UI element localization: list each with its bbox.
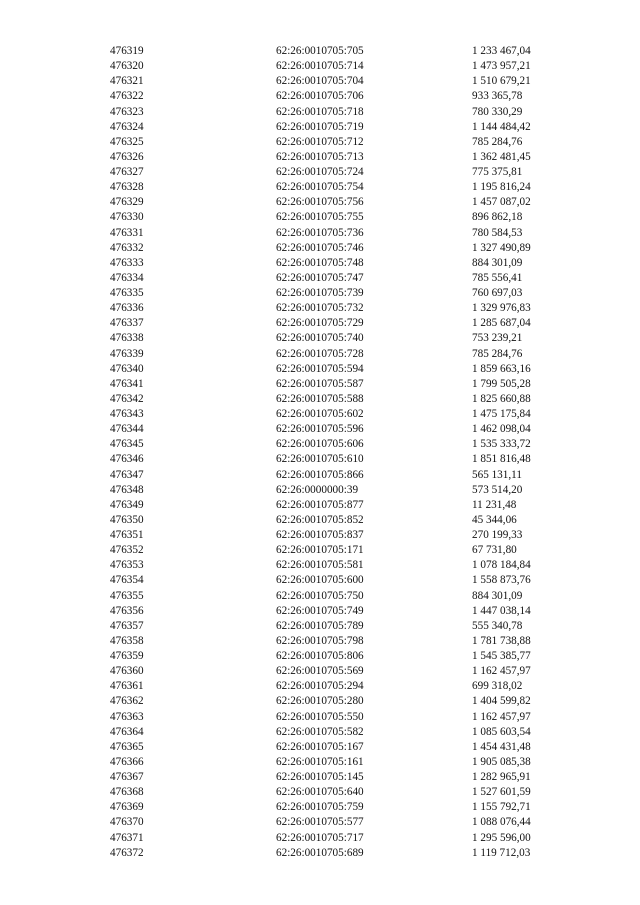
- row-number-cell: 476363: [110, 710, 144, 723]
- table-row: [0, 573, 640, 588]
- row-number-cell: 476347: [110, 468, 144, 481]
- cadastral-value-cell: 933 365,78: [472, 90, 523, 103]
- cadastral-number-cell: 62:26:0010705:746: [276, 241, 364, 254]
- cadastral-value-cell: 1 825 660,88: [472, 392, 531, 405]
- cadastral-number-cell: 62:26:0010705:748: [276, 256, 364, 269]
- table-row: [0, 710, 640, 725]
- cadastral-number-cell: 62:26:0010705:145: [276, 771, 364, 783]
- cadastral-value-cell: 1 447 038,14: [472, 604, 531, 617]
- table-row: [0, 105, 640, 120]
- table-row: [0, 528, 640, 543]
- cadastral-value-cell: 780 330,29: [472, 105, 523, 118]
- table-row: [0, 649, 640, 664]
- cadastral-number-cell: 62:26:0010705:280: [276, 695, 364, 708]
- data-table: [0, 44, 640, 861]
- cadastral-number-cell: 62:26:0010705:706: [276, 90, 364, 103]
- cadastral-value-cell: 555 340,78: [472, 619, 523, 632]
- row-number-cell: 476338: [110, 332, 144, 345]
- cadastral-value-cell: 67 731,80: [472, 544, 517, 557]
- row-number-cell: 476366: [110, 755, 144, 768]
- table-row: [0, 543, 640, 558]
- cadastral-number-cell: 62:26:0010705:806: [276, 650, 364, 662]
- cadastral-value-cell: 1 327 490,89: [472, 241, 531, 254]
- cadastral-number-cell: 62:26:0010705:594: [276, 362, 364, 375]
- cadastral-number-cell: 62:26:0010705:596: [276, 423, 364, 436]
- row-number-cell: 476341: [110, 377, 144, 390]
- table-row: [0, 694, 640, 709]
- cadastral-value-cell: 1 085 603,54: [472, 725, 531, 738]
- cadastral-value-cell: 775 375,81: [472, 166, 523, 178]
- table-row: [0, 44, 640, 59]
- row-number-cell: 476332: [110, 241, 144, 254]
- cadastral-value-cell: 1 799 505,28: [472, 377, 531, 390]
- cadastral-number-cell: 62:26:0010705:728: [276, 347, 364, 360]
- cadastral-value-cell: 1 362 481,45: [472, 150, 531, 163]
- table-row: [0, 165, 640, 180]
- row-number-cell: 476319: [110, 45, 144, 57]
- cadastral-value-cell: 1 510 679,21: [472, 75, 531, 88]
- cadastral-number-cell: 62:26:0010705:798: [276, 634, 364, 647]
- row-number-cell: 476369: [110, 801, 144, 814]
- row-number-cell: 476320: [110, 60, 144, 73]
- row-number-cell: 476333: [110, 256, 144, 269]
- table-row: [0, 256, 640, 271]
- row-number-cell: 476356: [110, 604, 144, 617]
- cadastral-value-cell: 884 301,09: [472, 589, 523, 602]
- cadastral-value-cell: 1 527 601,59: [472, 786, 531, 799]
- cadastral-value-cell: 1 285 687,04: [472, 317, 531, 330]
- table-row: [0, 392, 640, 407]
- table-row: [0, 241, 640, 256]
- cadastral-number-cell: 62:26:0010705:747: [276, 271, 364, 284]
- row-number-cell: 476334: [110, 271, 144, 284]
- cadastral-value-cell: 1 404 599,82: [472, 695, 531, 708]
- cadastral-value-cell: 1 454 431,48: [472, 740, 531, 753]
- cadastral-value-cell: 1 162 457,97: [472, 710, 531, 723]
- table-row: [0, 316, 640, 331]
- table-row: [0, 362, 640, 377]
- cadastral-value-cell: 1 535 333,72: [472, 438, 531, 451]
- cadastral-value-cell: 1 233 467,04: [472, 45, 531, 57]
- row-number-cell: 476370: [110, 816, 144, 829]
- row-number-cell: 476357: [110, 619, 144, 632]
- cadastral-value-cell: 1 155 792,71: [472, 801, 531, 814]
- row-number-cell: 476371: [110, 831, 144, 844]
- cadastral-number-cell: 62:26:0010705:877: [276, 498, 364, 511]
- row-number-cell: 476361: [110, 680, 144, 693]
- row-number-cell: 476351: [110, 529, 144, 541]
- cadastral-value-cell: 785 284,76: [472, 347, 523, 360]
- row-number-cell: 476326: [110, 150, 144, 163]
- row-number-cell: 476352: [110, 544, 144, 557]
- cadastral-number-cell: 62:26:0010705:729: [276, 317, 364, 330]
- row-number-cell: 476360: [110, 665, 144, 678]
- cadastral-value-cell: 1 329 976,83: [472, 302, 531, 315]
- table-row: [0, 513, 640, 528]
- cadastral-number-cell: 62:26:0010705:837: [276, 529, 364, 541]
- table-row: [0, 664, 640, 679]
- table-row: [0, 120, 640, 135]
- row-number-cell: 476350: [110, 513, 144, 526]
- table-row: [0, 785, 640, 800]
- table-row: [0, 331, 640, 346]
- row-number-cell: 476330: [110, 211, 144, 224]
- row-number-cell: 476368: [110, 786, 144, 799]
- table-row: [0, 437, 640, 452]
- cadastral-number-cell: 62:26:0010705:577: [276, 816, 364, 829]
- table-row: [0, 619, 640, 634]
- cadastral-number-cell: 62:26:0010705:569: [276, 665, 364, 678]
- cadastral-number-cell: 62:26:0000000:39: [276, 483, 359, 496]
- cadastral-number-cell: 62:26:0010705:602: [276, 408, 364, 420]
- cadastral-number-cell: 62:26:0010705:689: [276, 846, 364, 859]
- cadastral-number-cell: 62:26:0010705:294: [276, 680, 364, 693]
- table-row: [0, 498, 640, 513]
- cadastral-number-cell: 62:26:0010705:600: [276, 574, 364, 587]
- row-number-cell: 476325: [110, 135, 144, 148]
- table-row: [0, 347, 640, 362]
- table-row: [0, 89, 640, 104]
- cadastral-value-cell: 1 558 873,76: [472, 574, 531, 587]
- cadastral-value-cell: 45 344,06: [472, 513, 517, 526]
- cadastral-value-cell: 1 195 816,24: [472, 181, 531, 194]
- row-number-cell: 476358: [110, 634, 144, 647]
- cadastral-value-cell: 1 078 184,84: [472, 559, 531, 572]
- cadastral-number-cell: 62:26:0010705:161: [276, 755, 364, 768]
- cadastral-number-cell: 62:26:0010705:717: [276, 831, 364, 844]
- cadastral-number-cell: 62:26:0010705:724: [276, 166, 364, 178]
- table-row: [0, 831, 640, 846]
- cadastral-value-cell: 1 295 596,00: [472, 831, 531, 844]
- cadastral-value-cell: 760 697,03: [472, 287, 523, 299]
- cadastral-number-cell: 62:26:0010705:713: [276, 150, 364, 163]
- cadastral-value-cell: 1 475 175,84: [472, 408, 531, 420]
- table-row: [0, 210, 640, 225]
- cadastral-number-cell: 62:26:0010705:588: [276, 392, 364, 405]
- cadastral-value-cell: 1 462 098,04: [472, 423, 531, 436]
- cadastral-number-cell: 62:26:0010705:754: [276, 181, 364, 194]
- table-row: [0, 422, 640, 437]
- row-number-cell: 476324: [110, 120, 144, 133]
- table-row: [0, 558, 640, 573]
- cadastral-number-cell: 62:26:0010705:550: [276, 710, 364, 723]
- row-number-cell: 476328: [110, 181, 144, 194]
- row-number-cell: 476339: [110, 347, 144, 360]
- row-number-cell: 476353: [110, 559, 144, 572]
- table-row: [0, 180, 640, 195]
- table-row: [0, 725, 640, 740]
- cadastral-value-cell: 753 239,21: [472, 332, 523, 345]
- cadastral-value-cell: 1 282 965,91: [472, 771, 531, 783]
- row-number-cell: 476322: [110, 90, 144, 103]
- table-row: [0, 468, 640, 483]
- row-number-cell: 476336: [110, 302, 144, 315]
- table-row: [0, 59, 640, 74]
- cadastral-number-cell: 62:26:0010705:705: [276, 45, 364, 57]
- cadastral-number-cell: 62:26:0010705:732: [276, 302, 364, 315]
- cadastral-number-cell: 62:26:0010705:171: [276, 544, 364, 557]
- table-row: [0, 755, 640, 770]
- table-row: [0, 135, 640, 150]
- cadastral-number-cell: 62:26:0010705:750: [276, 589, 364, 602]
- cadastral-number-cell: 62:26:0010705:789: [276, 619, 364, 632]
- table-row: [0, 679, 640, 694]
- cadastral-number-cell: 62:26:0010705:749: [276, 604, 364, 617]
- table-row: [0, 301, 640, 316]
- cadastral-number-cell: 62:26:0010705:718: [276, 105, 364, 118]
- cadastral-value-cell: 1 144 484,42: [472, 120, 531, 133]
- cadastral-number-cell: 62:26:0010705:606: [276, 438, 364, 451]
- cadastral-value-cell: 699 318,02: [472, 680, 523, 693]
- cadastral-value-cell: 1 162 457,97: [472, 665, 531, 678]
- cadastral-number-cell: 62:26:0010705:581: [276, 559, 364, 572]
- table-row: [0, 815, 640, 830]
- cadastral-number-cell: 62:26:0010705:740: [276, 332, 364, 345]
- cadastral-value-cell: 1 905 085,38: [472, 755, 531, 768]
- cadastral-value-cell: 1 119 712,03: [472, 846, 531, 859]
- table-row: [0, 483, 640, 498]
- cadastral-value-cell: 11 231,48: [472, 498, 517, 511]
- row-number-cell: 476337: [110, 317, 144, 330]
- table-row: [0, 452, 640, 467]
- cadastral-number-cell: 62:26:0010705:704: [276, 75, 364, 88]
- table-row: [0, 634, 640, 649]
- row-number-cell: 476362: [110, 695, 144, 708]
- cadastral-number-cell: 62:26:0010705:756: [276, 196, 364, 209]
- cadastral-value-cell: 1 473 957,21: [472, 60, 531, 73]
- cadastral-number-cell: 62:26:0010705:755: [276, 211, 364, 224]
- table-row: [0, 846, 640, 861]
- table-row: [0, 589, 640, 604]
- table-row: [0, 604, 640, 619]
- row-number-cell: 476345: [110, 438, 144, 451]
- row-number-cell: 476355: [110, 589, 144, 602]
- cadastral-number-cell: 62:26:0010705:739: [276, 287, 364, 299]
- cadastral-number-cell: 62:26:0010705:167: [276, 740, 364, 753]
- table-row: [0, 271, 640, 286]
- table-row: [0, 377, 640, 392]
- row-number-cell: 476343: [110, 408, 144, 420]
- table-row: [0, 195, 640, 210]
- cadastral-value-cell: 1 088 076,44: [472, 816, 531, 829]
- row-number-cell: 476346: [110, 453, 144, 466]
- cadastral-value-cell: 785 284,76: [472, 135, 523, 148]
- row-number-cell: 476327: [110, 166, 144, 178]
- row-number-cell: 476348: [110, 483, 144, 496]
- row-number-cell: 476340: [110, 362, 144, 375]
- row-number-cell: 476364: [110, 725, 144, 738]
- row-number-cell: 476344: [110, 423, 144, 436]
- cadastral-number-cell: 62:26:0010705:640: [276, 786, 364, 799]
- table-row: [0, 226, 640, 241]
- cadastral-value-cell: 1 545 385,77: [472, 650, 531, 662]
- row-number-cell: 476323: [110, 105, 144, 118]
- row-number-cell: 476359: [110, 650, 144, 662]
- row-number-cell: 476331: [110, 226, 144, 239]
- row-number-cell: 476342: [110, 392, 144, 405]
- cadastral-number-cell: 62:26:0010705:719: [276, 120, 364, 133]
- cadastral-value-cell: 884 301,09: [472, 256, 523, 269]
- table-row: [0, 286, 640, 301]
- cadastral-value-cell: 785 556,41: [472, 271, 523, 284]
- cadastral-number-cell: 62:26:0010705:712: [276, 135, 364, 148]
- cadastral-value-cell: 270 199,33: [472, 529, 523, 541]
- cadastral-value-cell: 1 851 816,48: [472, 453, 531, 466]
- cadastral-value-cell: 896 862,18: [472, 211, 523, 224]
- table-row: [0, 800, 640, 815]
- table-row: [0, 770, 640, 785]
- cadastral-value-cell: 1 859 663,16: [472, 362, 531, 375]
- cadastral-value-cell: 573 514,20: [472, 483, 523, 496]
- row-number-cell: 476335: [110, 287, 144, 299]
- cadastral-number-cell: 62:26:0010705:759: [276, 801, 364, 814]
- cadastral-number-cell: 62:26:0010705:852: [276, 513, 364, 526]
- cadastral-value-cell: 1 457 087,02: [472, 196, 531, 209]
- row-number-cell: 476365: [110, 740, 144, 753]
- cadastral-value-cell: 780 584,53: [472, 226, 523, 239]
- row-number-cell: 476321: [110, 75, 144, 88]
- table-row: [0, 150, 640, 165]
- table-row: [0, 74, 640, 89]
- cadastral-number-cell: 62:26:0010705:582: [276, 725, 364, 738]
- cadastral-number-cell: 62:26:0010705:736: [276, 226, 364, 239]
- cadastral-number-cell: 62:26:0010705:714: [276, 60, 364, 73]
- cadastral-number-cell: 62:26:0010705:610: [276, 453, 364, 466]
- table-row: [0, 740, 640, 755]
- cadastral-number-cell: 62:26:0010705:866: [276, 468, 364, 481]
- cadastral-value-cell: 565 131,11: [472, 468, 522, 481]
- row-number-cell: 476329: [110, 196, 144, 209]
- cadastral-value-cell: 1 781 738,88: [472, 634, 531, 647]
- row-number-cell: 476367: [110, 771, 144, 783]
- row-number-cell: 476349: [110, 498, 144, 511]
- cadastral-number-cell: 62:26:0010705:587: [276, 377, 364, 390]
- table-row: [0, 407, 640, 422]
- row-number-cell: 476372: [110, 846, 144, 859]
- row-number-cell: 476354: [110, 574, 144, 587]
